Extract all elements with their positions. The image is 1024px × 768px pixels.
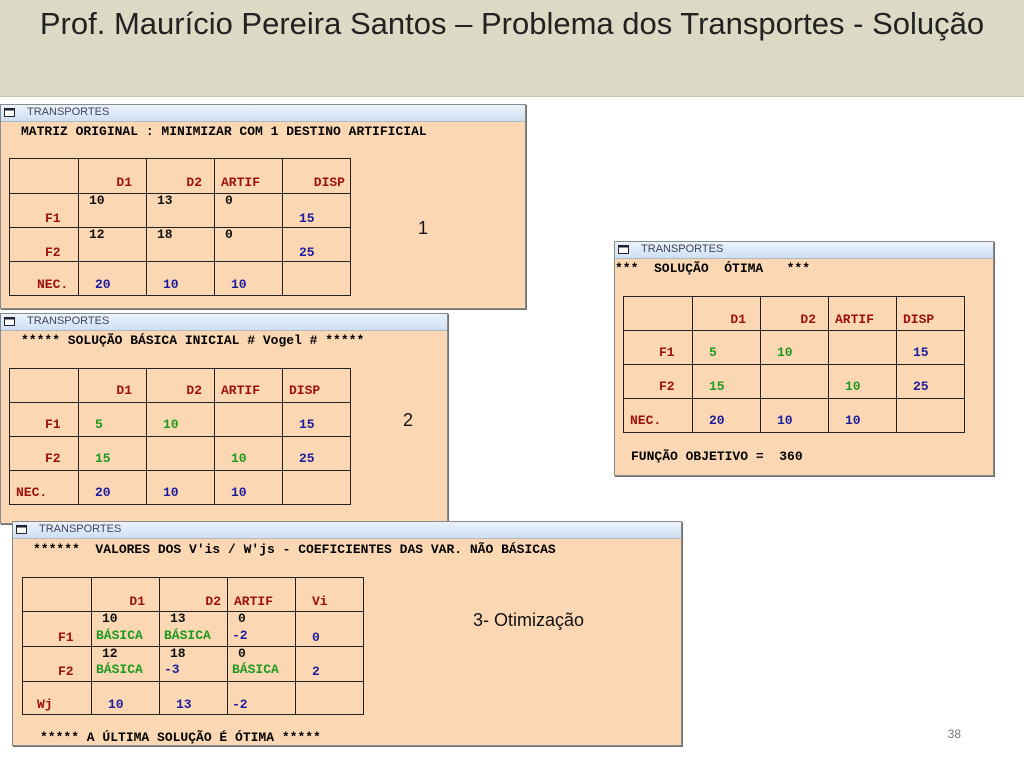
- col-header-vi: Vi: [312, 594, 328, 609]
- wj-cell: -2: [232, 697, 248, 712]
- wj-cell: 10: [108, 697, 124, 712]
- col-header-artif: ARTIF: [835, 312, 875, 327]
- col-header-d2: D2: [205, 594, 221, 609]
- window-title: TRANSPORTES: [27, 315, 110, 327]
- cost-cell: 0: [225, 193, 233, 208]
- nec-cell: 10: [777, 413, 793, 428]
- disp-cell: 25: [299, 245, 315, 260]
- reduced-cost-cell: BÁSICA: [232, 662, 279, 677]
- col-header-disp: DISP: [289, 383, 321, 398]
- window-header-text: *** SOLUÇÃO ÓTIMA ***: [615, 261, 811, 276]
- vi-cell: 2: [312, 664, 320, 679]
- window-titlebar[interactable]: [1, 314, 447, 331]
- cost-cell: 0: [238, 646, 246, 661]
- nec-cell: 10: [231, 277, 247, 292]
- matrix-table: [9, 158, 351, 296]
- nec-cell: 20: [95, 485, 111, 500]
- col-header-artif: ARTIF: [221, 383, 261, 398]
- window-titlebar[interactable]: [13, 522, 681, 539]
- row-label-nec: NEC.: [16, 485, 48, 500]
- reduced-cost-cell: -2: [232, 628, 248, 643]
- table-row: [624, 365, 965, 399]
- table-row: [10, 437, 351, 471]
- window-titlebar[interactable]: [615, 242, 993, 259]
- objective-function-text: FUNÇÃO OBJETIVO = 360: [631, 449, 803, 464]
- optimal-footer-text: ***** A ÚLTIMA SOLUÇÃO É ÓTIMA *****: [40, 730, 321, 745]
- wj-cell: 13: [176, 697, 192, 712]
- window-app-icon: [4, 317, 15, 326]
- nec-cell: 10: [845, 413, 861, 428]
- value-cell: 10: [777, 345, 793, 360]
- table-row: [10, 403, 351, 437]
- col-header-disp: DISP: [313, 175, 345, 190]
- cost-cell: 10: [102, 611, 118, 626]
- nec-cell: 20: [709, 413, 725, 428]
- window-title: TRANSPORTES: [27, 106, 110, 118]
- table-row: [10, 262, 351, 296]
- table-row: [23, 647, 364, 682]
- window-app-icon: [16, 525, 27, 534]
- table-row: [23, 682, 364, 715]
- row-label-f2: F2: [58, 664, 74, 679]
- row-label-f1: F1: [45, 211, 61, 226]
- reduced-cost-cell: BÁSICA: [96, 662, 143, 677]
- transportes-window-original: [0, 104, 526, 309]
- cost-cell: 12: [89, 227, 105, 242]
- cost-cell: 18: [170, 646, 186, 661]
- disp-cell: 25: [913, 379, 929, 394]
- transportes-window-vogel: [0, 313, 448, 524]
- col-header-d1: D1: [129, 594, 145, 609]
- table-row: [10, 228, 351, 262]
- table-row: [624, 331, 965, 365]
- reduced-cost-cell: BÁSICA: [164, 628, 211, 643]
- row-label-wj: Wj: [37, 697, 53, 712]
- row-label-f2: F2: [659, 379, 675, 394]
- value-cell: 10: [231, 451, 247, 466]
- col-header-d2: D2: [186, 383, 202, 398]
- row-label-nec: NEC.: [37, 277, 69, 292]
- vogel-table: [9, 368, 351, 505]
- slide-title: Prof. Maurício Pereira Santos – Problema dos Transportes - Solução: [39, 6, 985, 41]
- reduced-cost-cell: BÁSICA: [96, 628, 143, 643]
- reduced-cost-cell: -3: [164, 662, 180, 677]
- value-cell: 10: [163, 417, 179, 432]
- value-cell: 5: [95, 417, 103, 432]
- col-header-d1: D1: [116, 175, 132, 190]
- value-cell: 10: [845, 379, 861, 394]
- transportes-window-otimizacao: [12, 521, 682, 746]
- col-header-artif: ARTIF: [234, 594, 274, 609]
- table-row: [23, 612, 364, 647]
- nec-cell: 20: [95, 277, 111, 292]
- table-row: [10, 471, 351, 505]
- window-title: TRANSPORTES: [641, 243, 724, 255]
- window-title: TRANSPORTES: [39, 523, 122, 535]
- cost-cell: 12: [102, 646, 118, 661]
- otimizacao-table: [22, 577, 364, 715]
- row-label-nec: NEC.: [630, 413, 662, 428]
- row-label-f2: F2: [45, 451, 61, 466]
- step-label-3: 3- Otimização: [473, 610, 585, 630]
- col-header-d2: D2: [800, 312, 816, 327]
- cost-cell: 13: [170, 611, 186, 626]
- window-header-text: ****** VALORES DOS V'is / W'js - COEFICIENTES DAS VAR. NÃO BÁSICAS: [33, 542, 556, 557]
- table-row: [10, 194, 351, 228]
- cost-cell: 13: [157, 193, 173, 208]
- col-header-artif: ARTIF: [221, 175, 261, 190]
- page-number: 38: [947, 727, 961, 741]
- disp-cell: 25: [299, 451, 315, 466]
- row-label-f1: F1: [659, 345, 675, 360]
- vi-cell: 0: [312, 630, 320, 645]
- row-label-f1: F1: [45, 417, 61, 432]
- transportes-window-otima: [614, 241, 994, 476]
- solucao-otima-table: [623, 296, 965, 433]
- cost-cell: 18: [157, 227, 173, 242]
- nec-cell: 10: [231, 485, 247, 500]
- window-header-text: MATRIZ ORIGINAL : MINIMIZAR COM 1 DESTINO ARTIFICIAL: [21, 124, 427, 139]
- col-header-d1: D1: [116, 383, 132, 398]
- window-titlebar[interactable]: [1, 105, 525, 122]
- step-label-1: 1: [418, 218, 429, 238]
- window-app-icon: [4, 108, 15, 117]
- value-cell: 15: [709, 379, 725, 394]
- disp-cell: 15: [299, 211, 315, 226]
- disp-cell: 15: [299, 417, 315, 432]
- row-label-f2: F2: [45, 245, 61, 260]
- col-header-d2: D2: [186, 175, 202, 190]
- nec-cell: 10: [163, 277, 179, 292]
- window-header-text: ***** SOLUÇÃO BÁSICA INICIAL # Vogel # *****: [21, 333, 365, 348]
- col-header-disp: DISP: [903, 312, 935, 327]
- value-cell: 5: [709, 345, 717, 360]
- table-row: [624, 399, 965, 433]
- disp-cell: 15: [913, 345, 929, 360]
- cost-cell: 0: [225, 227, 233, 242]
- window-app-icon: [618, 245, 629, 254]
- cost-cell: 0: [238, 611, 246, 626]
- value-cell: 15: [95, 451, 111, 466]
- nec-cell: 10: [163, 485, 179, 500]
- cost-cell: 10: [89, 193, 105, 208]
- row-label-f1: F1: [58, 630, 74, 645]
- col-header-d1: D1: [730, 312, 746, 327]
- slide-title-bar: [0, 0, 1024, 97]
- step-label-2: 2: [403, 410, 414, 430]
